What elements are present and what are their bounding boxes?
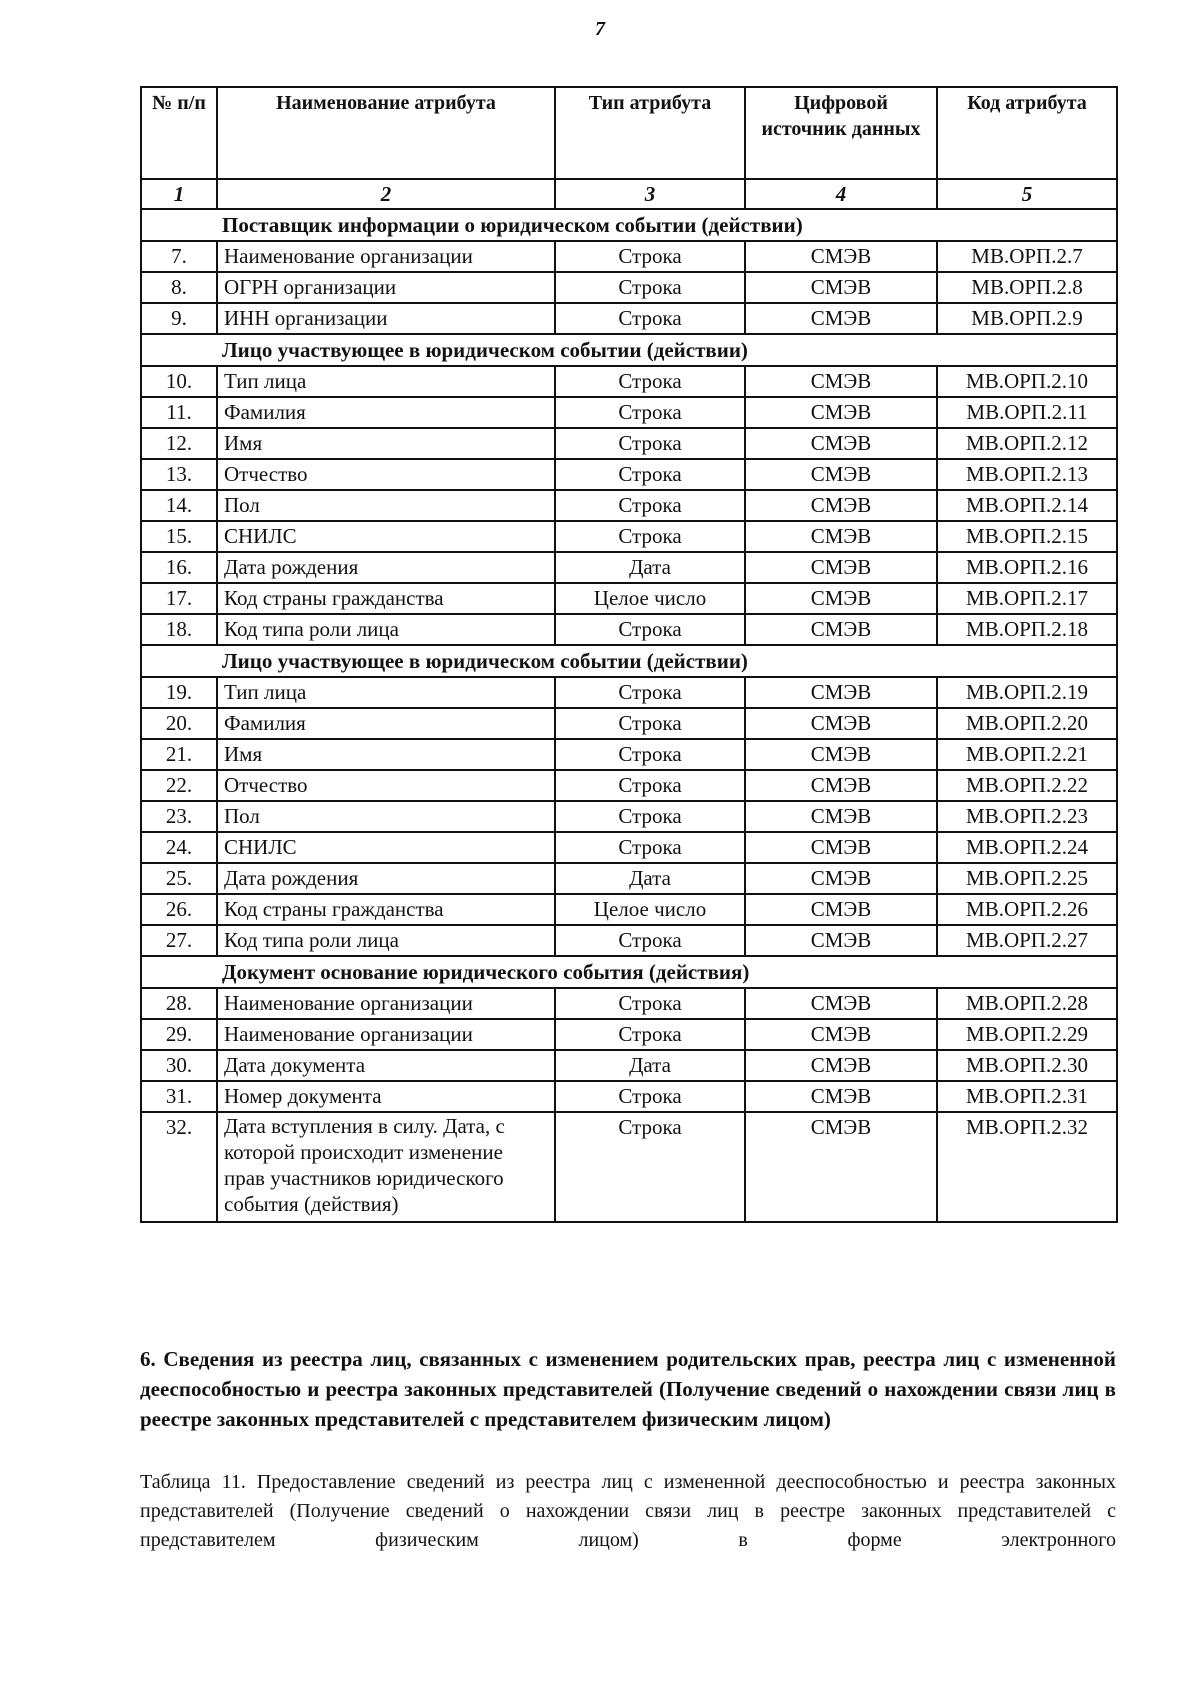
attribute-name: Наименование организации (217, 988, 555, 1019)
attribute-type: Строка (555, 739, 745, 770)
attribute-code: МВ.ОРП.2.21 (937, 739, 1117, 770)
column-numbers-row (141, 179, 1117, 209)
row-number: 19. (141, 677, 217, 708)
data-source: СМЭВ (745, 832, 937, 863)
table-row (141, 988, 1117, 1019)
table-row (141, 1081, 1117, 1112)
row-number: 30. (141, 1050, 217, 1081)
header-attribute-name: Наименование атрибута (217, 87, 555, 179)
row-number: 27. (141, 925, 217, 956)
table-row (141, 583, 1117, 614)
attribute-name: Дата документа (217, 1050, 555, 1081)
table-row (141, 739, 1117, 770)
attribute-name: Тип лица (217, 677, 555, 708)
data-source: СМЭВ (745, 552, 937, 583)
data-source: СМЭВ (745, 708, 937, 739)
data-source: СМЭВ (745, 925, 937, 956)
row-number: 16. (141, 552, 217, 583)
attribute-code: МВ.ОРП.2.20 (937, 708, 1117, 739)
attribute-code: МВ.ОРП.2.25 (937, 863, 1117, 894)
table-row (141, 925, 1117, 956)
attribute-type: Строка (555, 801, 745, 832)
attribute-name: ИНН организации (217, 303, 555, 334)
row-number: 25. (141, 863, 217, 894)
attribute-name: Наименование организации (217, 1019, 555, 1050)
row-number: 22. (141, 770, 217, 801)
table-row (141, 272, 1117, 303)
row-number: 21. (141, 739, 217, 770)
attribute-code: МВ.ОРП.2.13 (937, 459, 1117, 490)
attribute-type: Строка (555, 428, 745, 459)
row-number: 13. (141, 459, 217, 490)
attribute-code: МВ.ОРП.2.16 (937, 552, 1117, 583)
attribute-type: Целое число (555, 894, 745, 925)
attribute-type: Дата (555, 552, 745, 583)
attribute-code: МВ.ОРП.2.14 (937, 490, 1117, 521)
column-number: 4 (745, 179, 937, 209)
attribute-code: МВ.ОРП.2.19 (937, 677, 1117, 708)
attribute-type: Строка (555, 521, 745, 552)
row-number: 20. (141, 708, 217, 739)
attribute-type: Дата (555, 1050, 745, 1081)
attribute-type: Строка (555, 397, 745, 428)
table-row (141, 1019, 1117, 1050)
data-source: СМЭВ (745, 366, 937, 397)
data-source: СМЭВ (745, 894, 937, 925)
table-row (141, 614, 1117, 645)
data-source: СМЭВ (745, 988, 937, 1019)
attribute-type: Строка (555, 459, 745, 490)
table-row (141, 490, 1117, 521)
attribute-name: СНИЛС (217, 521, 555, 552)
attribute-type: Строка (555, 677, 745, 708)
table-row (141, 241, 1117, 272)
attribute-code: МВ.ОРП.2.15 (937, 521, 1117, 552)
attribute-name: Код страны гражданства (217, 583, 555, 614)
attribute-code: МВ.ОРП.2.26 (937, 894, 1117, 925)
row-number: 23. (141, 801, 217, 832)
attribute-name: Пол (217, 490, 555, 521)
attribute-name: Дата рождения (217, 552, 555, 583)
data-source: СМЭВ (745, 1081, 937, 1112)
attribute-type: Строка (555, 708, 745, 739)
table-row (141, 303, 1117, 334)
column-number: 2 (217, 179, 555, 209)
row-number: 14. (141, 490, 217, 521)
table-row (141, 521, 1117, 552)
column-number: 5 (937, 179, 1117, 209)
attribute-code: МВ.ОРП.2.30 (937, 1050, 1117, 1081)
attribute-name: Имя (217, 739, 555, 770)
attribute-code: МВ.ОРП.2.32 (937, 1112, 1117, 1222)
data-source: СМЭВ (745, 303, 937, 334)
attribute-type: Строка (555, 1081, 745, 1112)
data-source: СМЭВ (745, 801, 937, 832)
row-number: 8. (141, 272, 217, 303)
row-number: 11. (141, 397, 217, 428)
row-number: 28. (141, 988, 217, 1019)
row-number: 26. (141, 894, 217, 925)
attribute-name: Код страны гражданства (217, 894, 555, 925)
data-source: СМЭВ (745, 583, 937, 614)
header-data-source: Цифровой источник данных (745, 87, 937, 179)
attribute-code: МВ.ОРП.2.10 (937, 366, 1117, 397)
group-title: Поставщик информации о юридическом событии (действии) (141, 209, 1117, 241)
attribute-code: МВ.ОРП.2.22 (937, 770, 1117, 801)
attribute-code: МВ.ОРП.2.7 (937, 241, 1117, 272)
row-number: 12. (141, 428, 217, 459)
row-number: 18. (141, 614, 217, 645)
data-source: СМЭВ (745, 397, 937, 428)
header-attribute-type: Тип атрибута (555, 87, 745, 179)
attribute-name: Дата рождения (217, 863, 555, 894)
row-number: 9. (141, 303, 217, 334)
attribute-type: Строка (555, 490, 745, 521)
attribute-type: Строка (555, 303, 745, 334)
attribute-name: Код типа роли лица (217, 614, 555, 645)
row-number: 29. (141, 1019, 217, 1050)
table-row (141, 428, 1117, 459)
group-header-row (141, 334, 1117, 366)
attribute-name: ОГРН организации (217, 272, 555, 303)
attribute-name: Отчество (217, 459, 555, 490)
attribute-type: Строка (555, 272, 745, 303)
attribute-name: Имя (217, 428, 555, 459)
attributes-table (140, 86, 1118, 1223)
header-number: № п/п (141, 87, 217, 179)
attribute-name: Код типа роли лица (217, 925, 555, 956)
attribute-code: МВ.ОРП.2.11 (937, 397, 1117, 428)
data-source: СМЭВ (745, 677, 937, 708)
attribute-name: Пол (217, 801, 555, 832)
attribute-name: Номер документа (217, 1081, 555, 1112)
table-row (141, 801, 1117, 832)
attribute-code: МВ.ОРП.2.17 (937, 583, 1117, 614)
attribute-code: МВ.ОРП.2.12 (937, 428, 1117, 459)
attribute-code: МВ.ОРП.2.29 (937, 1019, 1117, 1050)
table-row (141, 863, 1117, 894)
header-attribute-code: Код атрибута (937, 87, 1117, 179)
table-row (141, 366, 1117, 397)
data-source: СМЭВ (745, 1050, 937, 1081)
table-row (141, 677, 1117, 708)
table-row (141, 1112, 1117, 1222)
group-header-row (141, 956, 1117, 988)
attribute-code: МВ.ОРП.2.18 (937, 614, 1117, 645)
row-number: 24. (141, 832, 217, 863)
data-source: СМЭВ (745, 272, 937, 303)
attribute-type: Строка (555, 1112, 745, 1222)
attribute-type: Строка (555, 925, 745, 956)
attribute-name: Наименование организации (217, 241, 555, 272)
data-source: СМЭВ (745, 1019, 937, 1050)
data-source: СМЭВ (745, 428, 937, 459)
group-title: Документ основание юридического события (действия) (141, 956, 1117, 988)
attribute-type: Строка (555, 988, 745, 1019)
attribute-code: МВ.ОРП.2.24 (937, 832, 1117, 863)
attribute-type: Строка (555, 614, 745, 645)
attribute-name: Отчество (217, 770, 555, 801)
attribute-code: МВ.ОРП.2.9 (937, 303, 1117, 334)
column-number: 1 (141, 179, 217, 209)
attribute-type: Строка (555, 1019, 745, 1050)
attribute-type: Строка (555, 770, 745, 801)
attribute-code: МВ.ОРП.2.28 (937, 988, 1117, 1019)
table-row (141, 894, 1117, 925)
data-source: СМЭВ (745, 521, 937, 552)
attribute-type: Дата (555, 863, 745, 894)
attribute-code: МВ.ОРП.2.31 (937, 1081, 1117, 1112)
table-row (141, 397, 1117, 428)
row-number: 32. (141, 1112, 217, 1222)
table-body (141, 209, 1117, 1222)
row-number: 7. (141, 241, 217, 272)
data-source: СМЭВ (745, 770, 937, 801)
table-row (141, 552, 1117, 583)
attribute-type: Строка (555, 366, 745, 397)
row-number: 10. (141, 366, 217, 397)
attribute-code: МВ.ОРП.2.8 (937, 272, 1117, 303)
group-header-row (141, 645, 1117, 677)
data-source: СМЭВ (745, 490, 937, 521)
data-source: СМЭВ (745, 739, 937, 770)
attribute-type: Строка (555, 241, 745, 272)
row-number: 15. (141, 521, 217, 552)
attribute-name: Тип лица (217, 366, 555, 397)
attribute-code: МВ.ОРП.2.23 (937, 801, 1117, 832)
group-title: Лицо участвующее в юридическом событии (действии) (141, 645, 1117, 677)
table-row (141, 708, 1117, 739)
table-row (141, 770, 1117, 801)
group-header-row (141, 209, 1117, 241)
data-source: СМЭВ (745, 863, 937, 894)
column-number: 3 (555, 179, 745, 209)
data-source: СМЭВ (745, 1112, 937, 1222)
attribute-type: Строка (555, 832, 745, 863)
attribute-name: Дата вступления в силу. Дата, с которой происходит изменение прав участников юридического события (действия) (217, 1112, 555, 1222)
table-caption: Таблица 11. Предоставление сведений из реестра лиц с измененной дееспособностью и реестра законных представителей (Получение сведений о нахождении связи лиц в реестре законных представителей с представителем физическим лицом) в форме электронного (140, 1471, 1116, 1551)
table-row (141, 459, 1117, 490)
attribute-code: МВ.ОРП.2.27 (937, 925, 1117, 956)
table-row (141, 1050, 1117, 1081)
row-number: 17. (141, 583, 217, 614)
data-source: СМЭВ (745, 459, 937, 490)
table-header-row (141, 87, 1117, 179)
table-row (141, 832, 1117, 863)
section-heading: 6. Сведения из реестра лиц, связанных с изменением родительских прав, реестра лиц с измененной дееспособностью и реестра законных представителей (Получение сведений о нахождении связи лиц в реестре законных представителей с представителем физическим лицом) (140, 1347, 1116, 1431)
attribute-type: Целое число (555, 583, 745, 614)
data-source: СМЭВ (745, 241, 937, 272)
data-source: СМЭВ (745, 614, 937, 645)
attribute-name: СНИЛС (217, 832, 555, 863)
page-number: 7 (595, 18, 605, 40)
attribute-name: Фамилия (217, 397, 555, 428)
attribute-name: Фамилия (217, 708, 555, 739)
row-number: 31. (141, 1081, 217, 1112)
group-title: Лицо участвующее в юридическом событии (действии) (141, 334, 1117, 366)
